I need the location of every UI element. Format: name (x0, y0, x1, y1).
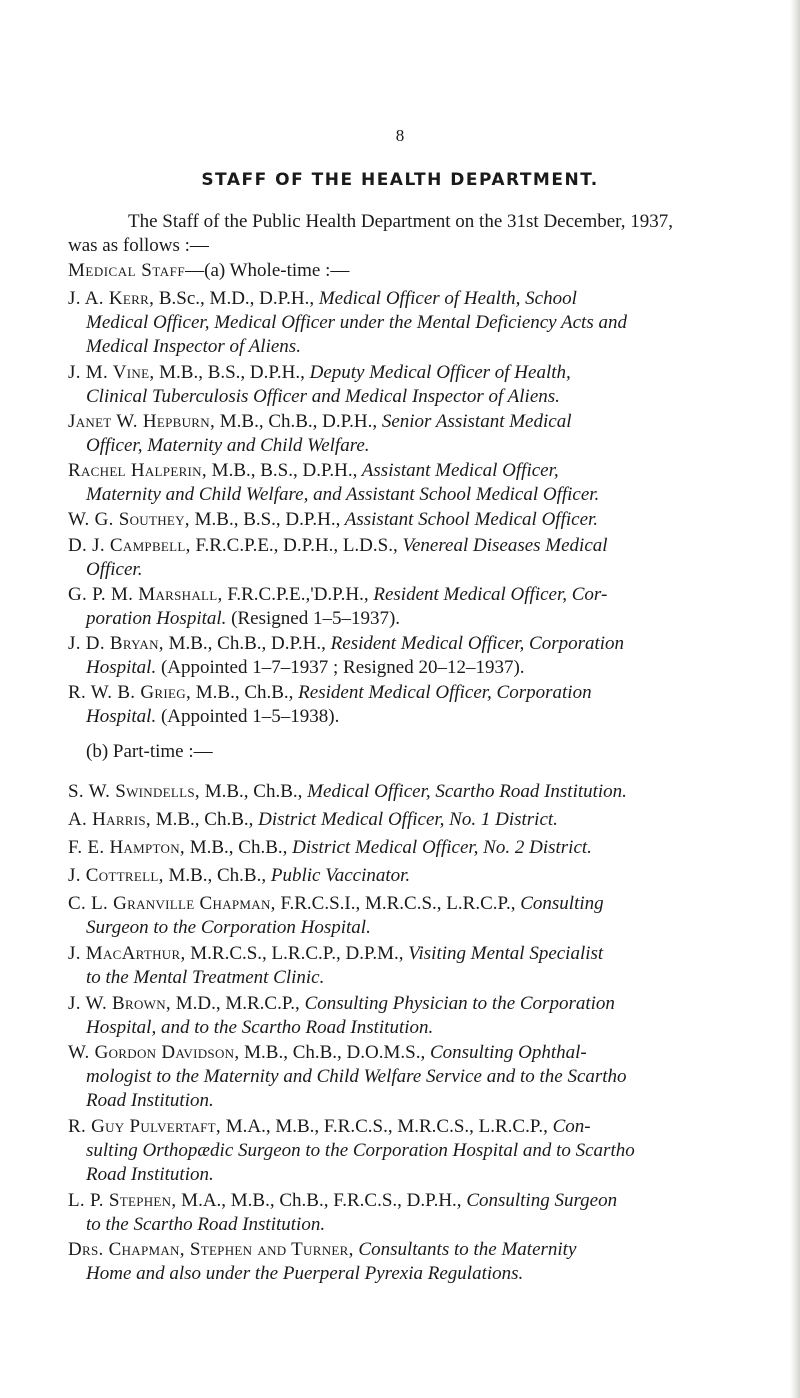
staff-entry (68, 892, 748, 940)
staff-qualifications: M.B., Ch.B., (163, 865, 267, 886)
staff-entry (68, 287, 748, 359)
staff-role: Senior Assistant Medical (377, 411, 572, 432)
staff-role-cont: Clinical Tuberculosis Officer and Medical Inspector of Aliens. (86, 386, 560, 407)
staff-qualifications: M.B., Ch.B., (184, 837, 288, 858)
staff-name: Janet W. Hepburn, (68, 411, 216, 432)
staff-role-cont: Officer. (86, 559, 143, 580)
staff-role: District Medical Officer, No. 2 District. (287, 837, 592, 858)
staff-role: Consultants to the Maternity (353, 1239, 577, 1260)
staff-role: Medical Officer, Scartho Road Institution. (302, 781, 627, 802)
staff-note: (Resigned 1–5–1937). (226, 608, 401, 629)
staff-name: J. D. Bryan, (68, 633, 164, 654)
staff-entry (68, 583, 748, 631)
staff-role-cont: Officer, Maternity and Child Welfare. (86, 435, 370, 456)
staff-qualifications: M.B., B.S., D.P.H., (189, 509, 341, 530)
staff-role: Consulting Physician to the Corporation (299, 993, 615, 1014)
staff-note: (Appointed 1–7–1937 ; Resigned 20–12–1937). (156, 657, 525, 678)
staff-qualifications: M.B., Ch.B., (199, 781, 303, 802)
staff-entry (68, 808, 748, 832)
staff-role-cont: Road Institution. (86, 1164, 214, 1185)
staff-role-cont: sulting Orthopædic Surgeon to the Corporation Hospital and to Scartho (86, 1140, 635, 1161)
section-heading: Medical Staff (68, 260, 186, 281)
staff-note: (Appointed 1–5–1938). (156, 706, 340, 727)
page-number: 8 (395, 126, 405, 145)
staff-entry (68, 1041, 748, 1113)
whole-time-subheading: —(a) Whole-time :— (185, 260, 350, 281)
staff-name: G. P. M. Marshall, (68, 584, 223, 605)
staff-name: J. W. Brown, (68, 993, 171, 1014)
staff-qualifications: M.B., Ch.B., (191, 682, 294, 703)
staff-name: W. Gordon Davidson, (68, 1042, 240, 1063)
staff-entry (68, 410, 748, 458)
staff-role: Consulting Ophthal- (425, 1042, 587, 1063)
staff-role-cont: Hospital. (86, 706, 157, 727)
staff-name: A. Harris, (68, 809, 151, 830)
staff-role-cont: Home and also under the Puerperal Pyrexia Regulations. (86, 1263, 524, 1284)
staff-name: Rachel Halperin, (68, 460, 207, 481)
staff-entry (68, 942, 748, 990)
staff-role: Con- (547, 1116, 591, 1137)
staff-qualifications: M.A., M.B., F.R.C.S., M.R.C.S., L.R.C.P., (220, 1116, 548, 1137)
staff-name: R. Guy Pulvertaft, (68, 1116, 221, 1137)
staff-role: Resident Medical Officer, Cor- (368, 584, 608, 605)
staff-role-cont: Medical Inspector of Aliens. (86, 336, 301, 357)
staff-entry (68, 1115, 748, 1187)
staff-entry (68, 681, 748, 729)
staff-name: W. G. Southey, (68, 509, 190, 530)
staff-name: C. L. Granville Chapman, (68, 893, 276, 914)
staff-role: Consulting Surgeon (461, 1190, 618, 1211)
staff-role: Resident Medical Officer, Corporation (293, 682, 592, 703)
staff-role-cont: Hospital, and to the Scartho Road Institution. (86, 1017, 434, 1038)
staff-name: S. W. Swindells, (68, 781, 200, 802)
staff-qualifications: F.R.C.P.E., D.P.H., L.D.S., (190, 535, 398, 556)
staff-qualifications: M.R.C.S., L.R.C.P., D.P.M., (185, 943, 404, 964)
intro-paragraph (68, 210, 758, 258)
staff-entry (68, 1238, 748, 1286)
staff-role-cont: mologist to the Maternity and Child Welfare Service and to the Scartho (86, 1066, 627, 1087)
staff-entry (68, 992, 748, 1040)
staff-qualifications: M.A., M.B., Ch.B., F.R.C.S., D.P.H., (176, 1190, 462, 1211)
staff-qualifications: M.B., B.S., D.P.H., (154, 362, 305, 383)
staff-qualifications: M.B., Ch.B., D.O.M.S., (239, 1042, 426, 1063)
staff-role-cont: to the Mental Treatment Clinic. (86, 967, 325, 988)
staff-role-cont: Surgeon to the Corporation Hospital. (86, 917, 371, 938)
staff-entry (68, 534, 748, 582)
staff-name: J. Cottrell, (68, 865, 164, 886)
staff-entry (68, 836, 748, 860)
staff-role: Visiting Mental Specialist (403, 943, 604, 964)
staff-role: Public Vaccinator. (266, 865, 411, 886)
staff-role-cont: Road Institution. (86, 1090, 214, 1111)
staff-qualifications: M.B., Ch.B., (150, 809, 254, 830)
page-edge-shadow (790, 0, 800, 1398)
staff-entry (68, 632, 748, 680)
page-title: STAFF OF THE HEALTH DEPARTMENT. (201, 170, 599, 190)
staff-role: Resident Medical Officer, Corporation (325, 633, 625, 654)
staff-name: D. J. Campbell, (68, 535, 191, 556)
staff-role-cont: Maternity and Child Welfare, and Assistant School Medical Officer. (86, 484, 600, 505)
staff-entry (68, 459, 748, 507)
staff-name: J. A. Kerr, (68, 288, 155, 309)
staff-role-cont: Medical Officer, Medical Officer under the Mental Deficiency Acts and (86, 312, 627, 333)
staff-entry (68, 780, 748, 804)
staff-name: F. E. Hampton, (68, 837, 185, 858)
staff-name: Drs. Chapman, Stephen and Turner, (68, 1239, 354, 1260)
part-time-subheading: (b) Part-time :— (86, 741, 213, 762)
staff-name: J. M. Vine, (68, 362, 155, 383)
staff-qualifications: M.B., Ch.B., D.P.H., (163, 633, 326, 654)
staff-role: Deputy Medical Officer of Health, (304, 362, 571, 383)
staff-qualifications: F.R.C.S.I., M.R.C.S., L.R.C.P., (275, 893, 516, 914)
staff-role: District Medical Officer, No. 1 District. (253, 809, 558, 830)
staff-entry (68, 508, 748, 532)
intro-line-1: The Staff of the Public Health Department on the 31st December, 1937, (128, 211, 673, 232)
staff-role: Medical Officer of Health, School (314, 288, 577, 309)
staff-role: Consulting (515, 893, 604, 914)
staff-qualifications: F.R.C.P.E.,'D.P.H., (222, 584, 369, 605)
staff-name: J. MacArthur, (68, 943, 186, 964)
staff-name: L. P. Stephen, (68, 1190, 177, 1211)
staff-qualifications: M.B., B.S., D.P.H., (206, 460, 358, 481)
staff-qualifications: M.B., Ch.B., D.P.H., (215, 411, 378, 432)
intro-line-2: was as follows :— (68, 235, 209, 256)
staff-entry (68, 1189, 748, 1237)
staff-entry (68, 864, 748, 888)
staff-qualifications: B.Sc., M.D., D.P.H., (154, 288, 315, 309)
staff-name: R. W. B. Grieg, (68, 682, 191, 703)
staff-role: Assistant School Medical Officer. (340, 509, 599, 530)
staff-qualifications: M.D., M.R.C.P., (170, 993, 300, 1014)
staff-entry (68, 361, 748, 409)
staff-role-cont: Hospital. (86, 657, 157, 678)
staff-role-cont: to the Scartho Road Institution. (86, 1214, 326, 1235)
staff-role-cont: poration Hospital. (86, 608, 227, 629)
medical-staff-heading (68, 259, 349, 283)
staff-role: Venereal Diseases Medical (397, 535, 608, 556)
staff-role: Assistant Medical Officer, (357, 460, 559, 481)
